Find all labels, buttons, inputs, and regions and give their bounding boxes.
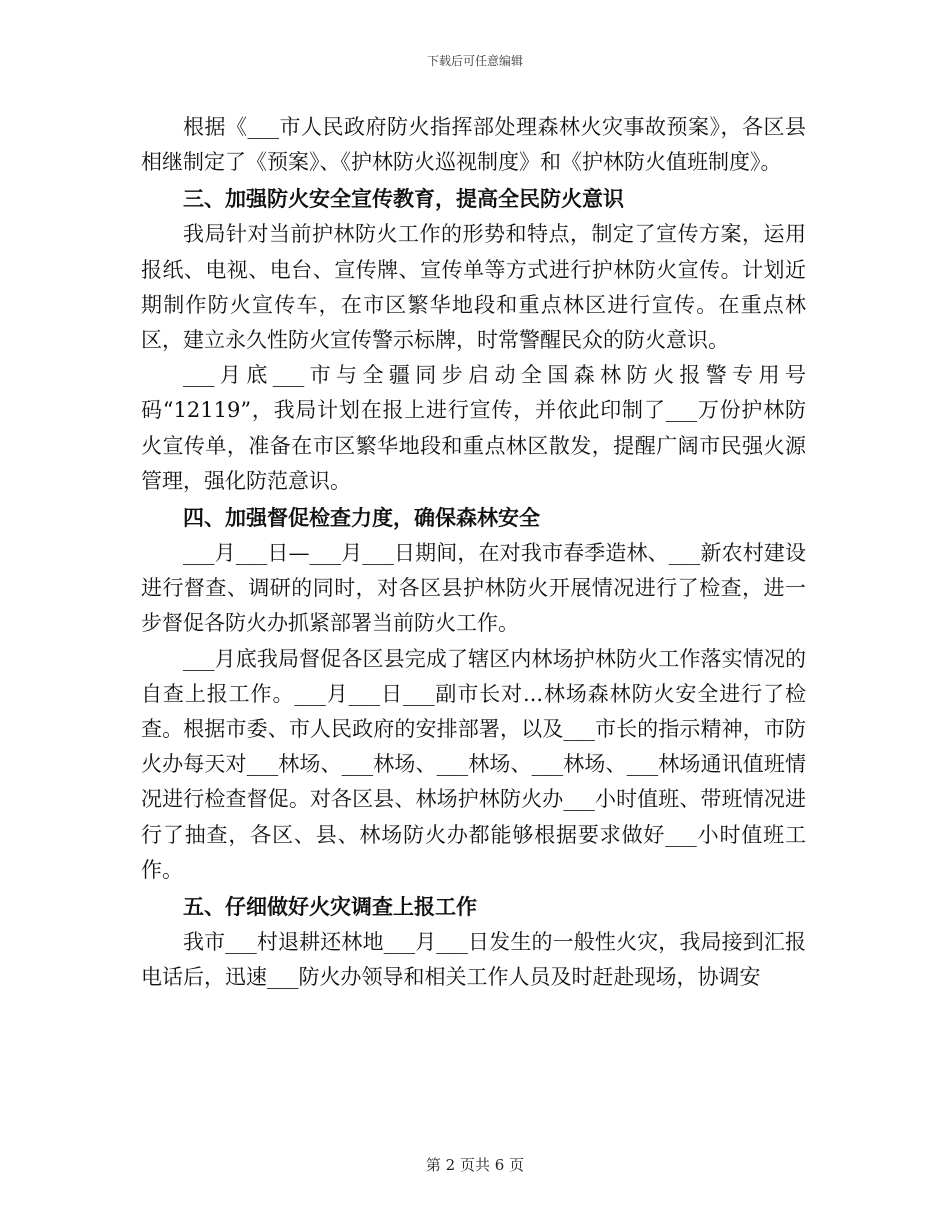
paragraph-self-inspection: ___月底我局督促各区县完成了辖区内林场护林防火工作落实情况的自查上报工作。___月___日___副市长对...林场森林防火安全进行了检查。根据市委、市人民政府的安排部署，以及___市长的指示精神，市防火办每天对___林场、___林场、___林场、___林场、___林场通讯值班情况进行检查督促。对各区县、林场护林防火办___小时值班、带班情况进行了抽查，各区、县、林场防火办都能够根据要求做好___小时值班工作。 bbox=[141, 646, 806, 882]
paragraph-spring-inspection: ___月___日—___月___日期间，在对我市春季造林、___新农村建设进行督查、调研的同时，对各区县护林防火开展情况进行了检查，进一步督促各防火办抓紧部署当前防火工作。 bbox=[141, 541, 806, 636]
paragraph-plan-reference: 根据《___市人民政府防火指挥部处理森林火灾事故预案》，各区县相继制定了《预案》、《护林防火巡视制度》和《护林防火值班制度》。 bbox=[141, 115, 806, 175]
page-header-note: 下载后可任意编辑 bbox=[426, 54, 523, 68]
document-body bbox=[141, 110, 806, 995]
paragraph-fire-investigation: 我市___村退耕还林地___月___日发生的一般性火灾，我局接到汇报电话后，迅速___防火办领导和相关工作人员及时赶赴现场，协调安 bbox=[141, 930, 806, 990]
section-heading-5: 五、仔细做好火灾调查上报工作 bbox=[183, 894, 477, 920]
paragraph-publicity-plan: 我局针对当前护林防火工作的形势和特点，制定了宣传方案，运用报纸、电视、电台、宣传牌、宣传单等方式进行护林防火宣传。计划近期制作防火宣传车，在市区繁华地段和重点林区进行宣传。在重点林区，建立永久性防火宣传警示标牌，时常警醒民众的防火意识。 bbox=[141, 222, 806, 353]
page-number: 第 2 页共 6 页 bbox=[425, 1156, 525, 1174]
paragraph-hotline-12119: ___月底___市与全疆同步启动全国森林防火报警专用号码“12119”，我局计划在报上进行宣传，并依此印制了___万份护林防火宣传单，准备在市区繁华地段和重点林区散发，提醒广阔市民强火源管理，强化防范意识。 bbox=[141, 363, 806, 493]
section-heading-4: 四、加强督促检查力度，确保森林安全 bbox=[183, 505, 540, 531]
section-heading-3: 三、加强防火安全宣传教育，提高全民防火意识 bbox=[183, 186, 624, 212]
